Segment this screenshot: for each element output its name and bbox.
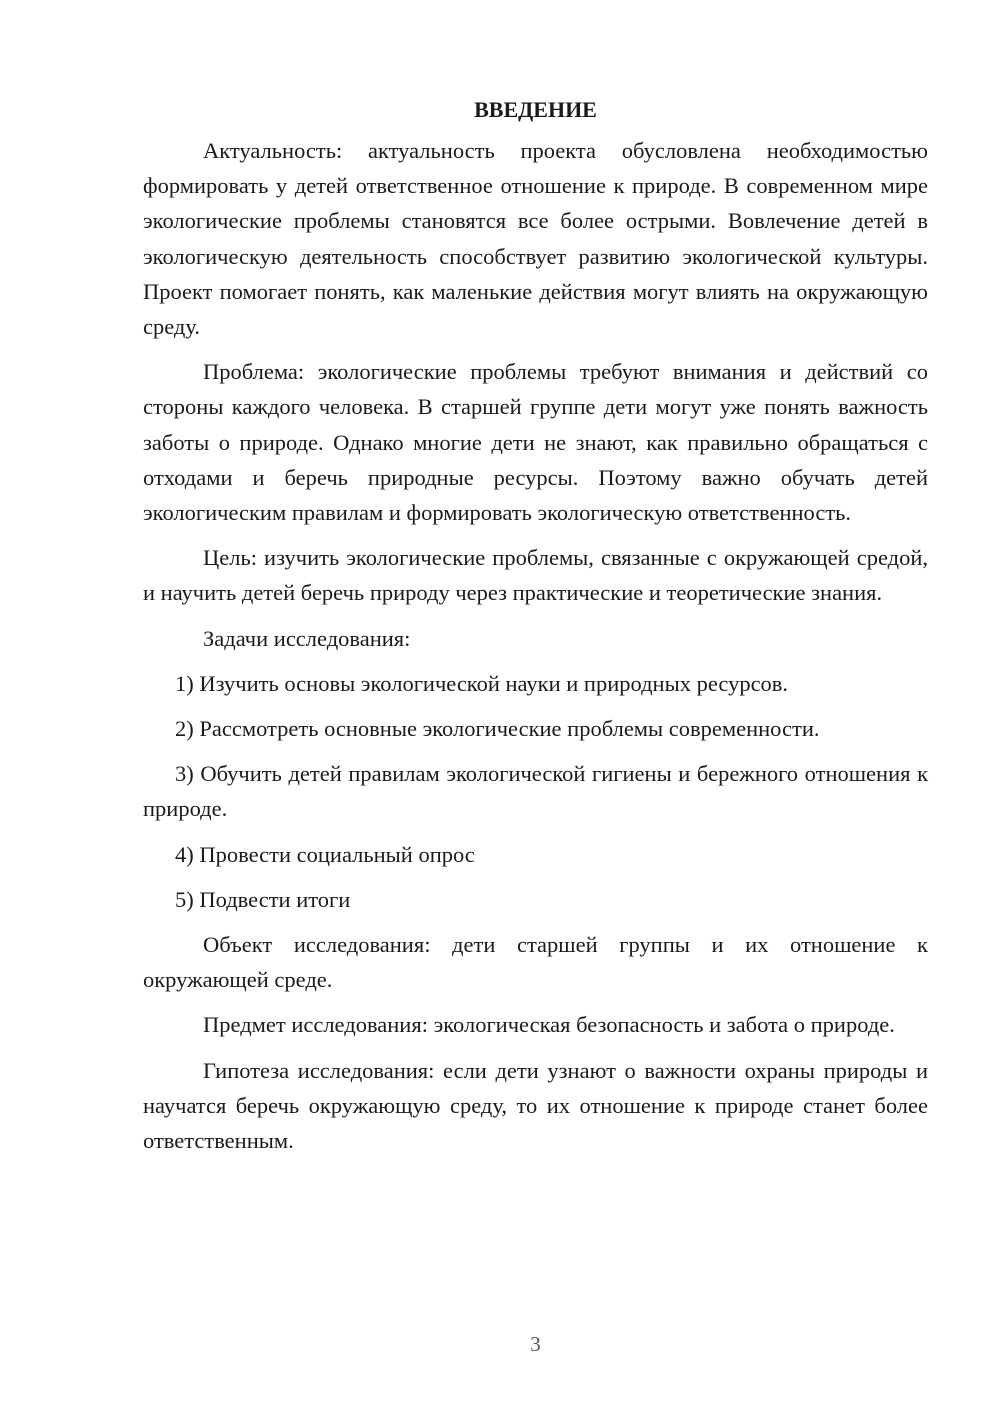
paragraph-object: Объект исследования: дети старшей группы и их отношение к окружающей среде.	[143, 932, 928, 993]
paragraph-tasks-heading: Задачи исследования:	[203, 625, 411, 651]
paragraph-problem: Проблема: экологические проблемы требуют внимания и действий со стороны каждого человека. В старшей группе дети могут уже понять важность заботы о природе. Однако многие дети не знают, как правильно обращаться с отходами и беречь природные ресурсы. Поэтому важно обучать детей экологическим правилам и формировать экологическую ответственность.	[143, 359, 928, 526]
task-item-4: 4) Провести социальный опрос	[175, 841, 475, 867]
paragraph-hypothesis: Гипотеза исследования: если дети узнают о важности охраны природы и научатся беречь окружающую среду, то их отношение к природе станет более ответственным.	[143, 1057, 928, 1154]
task-item-3: 3) Обучить детей правилам экологической гигиены и бережного отношения к природе.	[143, 761, 928, 822]
task-item-1: 1) Изучить основы экологической науки и природных ресурсов.	[175, 670, 789, 696]
paragraph-relevance: Актуальность: актуальность проекта обусловлена необходимостью формировать у детей ответственное отношение к природе. В современном мире экологические проблемы становятся все более острыми. Вовлечение детей в экологическую деятельность способствует развитию экологической культуры. Проект помогает понять, как маленькие действия могут влиять на окружающую среду.	[143, 138, 928, 340]
section-title: ВВЕДЕНИЕ	[474, 97, 597, 122]
task-item-5: 5) Подвести итоги	[175, 886, 351, 912]
task-item-2: 2) Рассмотреть основные экологические проблемы современности.	[175, 716, 820, 742]
document-page	[143, 92, 928, 1168]
paragraph-subject: Предмет исследования: экологическая безопасность и забота о природе.	[203, 1012, 895, 1038]
page-number: 3	[530, 1332, 541, 1356]
paragraph-goal: Цель: изучить экологические проблемы, связанные с окружающей средой, и научить детей беречь природу через практические и теоретические знания.	[143, 545, 928, 606]
